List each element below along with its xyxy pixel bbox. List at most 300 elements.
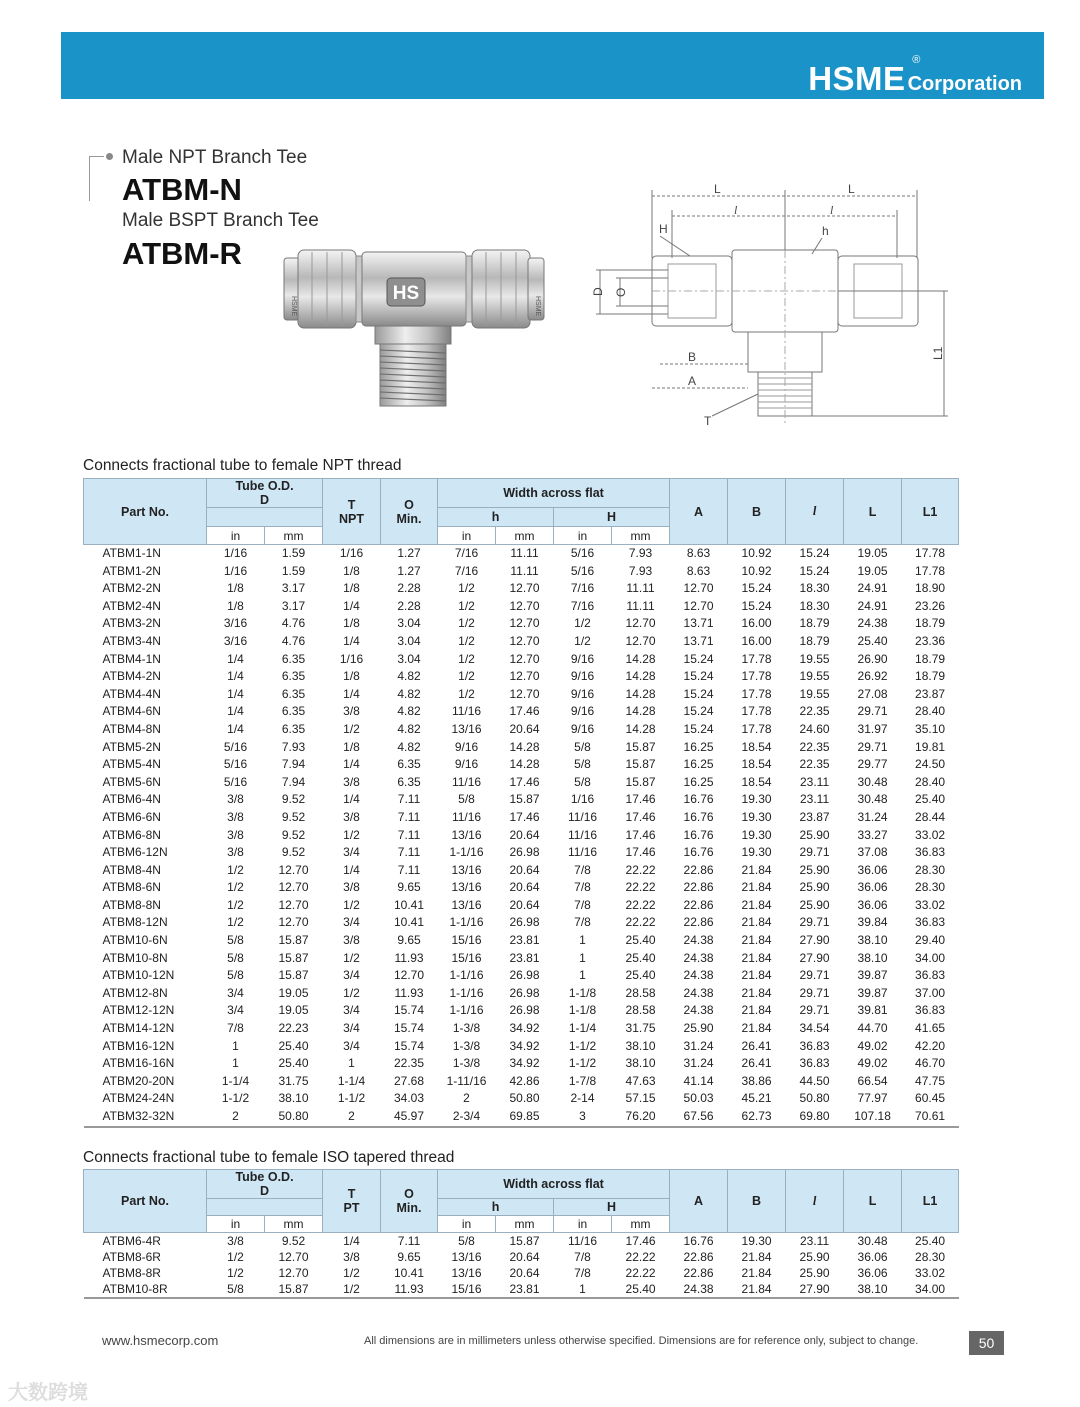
footer-url[interactable]: www.hsmecorp.com bbox=[102, 1333, 219, 1348]
table-cell: 5/8 bbox=[227, 950, 244, 965]
table-cell: 1-7/8 bbox=[568, 1073, 597, 1088]
unit-in: in bbox=[207, 1216, 265, 1233]
table-cell: 9/16 bbox=[454, 757, 479, 772]
table-cell: 17.78 bbox=[741, 721, 772, 736]
table-row bbox=[84, 950, 959, 968]
table-cell: 3/8 bbox=[343, 774, 360, 789]
table-cell: 8.63 bbox=[686, 563, 711, 578]
table-cell: 21.84 bbox=[741, 1250, 772, 1264]
table-cell: 1-1/4 bbox=[221, 1073, 250, 1088]
table-cell: 22.22 bbox=[625, 862, 656, 877]
table-cell: 1 bbox=[554, 1281, 612, 1298]
table-cell: 12.70 bbox=[625, 633, 656, 648]
product-photo bbox=[282, 238, 552, 413]
part-number-cell: ATBM16-12N bbox=[102, 1038, 175, 1053]
table-row bbox=[84, 1108, 959, 1127]
table-cell: 16.76 bbox=[683, 809, 714, 824]
table-cell: 36.06 bbox=[857, 897, 888, 912]
table-cell: 46.70 bbox=[915, 1056, 946, 1071]
part-number-cell: ATBM20-20N bbox=[102, 1073, 175, 1088]
table-cell: 26.90 bbox=[857, 651, 888, 666]
table-cell: 27.90 bbox=[786, 1281, 844, 1298]
part-number-cell: ATBM8-6N bbox=[102, 880, 161, 895]
col-l: l bbox=[786, 1170, 844, 1233]
table-cell: 17.46 bbox=[625, 792, 656, 807]
table-cell: 1/2 bbox=[574, 633, 591, 648]
table-cell: 1/4 bbox=[227, 669, 244, 684]
table-cell: 19.55 bbox=[799, 651, 830, 666]
table-cell: 25.40 bbox=[915, 1234, 946, 1248]
table-cell: 25.40 bbox=[278, 1056, 309, 1071]
table-cell: 19.05 bbox=[857, 563, 888, 578]
table-cell: 8.63 bbox=[686, 546, 711, 560]
table-cell: 1/2 bbox=[458, 581, 475, 596]
table-cell: 24.91 bbox=[857, 581, 888, 596]
iso-table-caption: Connects fractional tube to female ISO tapered thread bbox=[83, 1149, 455, 1166]
table-cell: 15.87 bbox=[509, 792, 540, 807]
table-cell: 70.61 bbox=[902, 1108, 959, 1127]
table-cell: 14.28 bbox=[625, 721, 656, 736]
table-row bbox=[84, 1038, 959, 1056]
table-cell: 3.17 bbox=[281, 598, 306, 613]
table-cell: 31.75 bbox=[625, 1021, 656, 1036]
table-cell: 15.74 bbox=[394, 1003, 425, 1018]
table-cell: 16.25 bbox=[683, 739, 714, 754]
header-banner bbox=[61, 32, 1044, 99]
table-cell: 67.56 bbox=[670, 1108, 728, 1127]
table-cell: 24.38 bbox=[857, 616, 888, 631]
table-cell: 77.97 bbox=[857, 1091, 888, 1106]
part-number-cell: ATBM3-2N bbox=[102, 616, 161, 631]
part-number-cell: ATBM8-6R bbox=[102, 1250, 161, 1264]
table-cell: 26.98 bbox=[509, 968, 540, 983]
table-cell: 41.14 bbox=[683, 1073, 714, 1088]
table-cell: 12.70 bbox=[278, 915, 309, 930]
table-cell: 26.41 bbox=[741, 1038, 772, 1053]
table-cell: 10.92 bbox=[741, 563, 772, 578]
table-cell: 38.10 bbox=[844, 1281, 902, 1298]
table-cell: 1/8 bbox=[343, 581, 360, 596]
table-cell: 1-3/8 bbox=[452, 1038, 481, 1053]
table-cell: 11/16 bbox=[567, 845, 598, 860]
table-cell: 15.24 bbox=[741, 598, 772, 613]
table-row bbox=[84, 545, 959, 563]
table-cell: 22.35 bbox=[799, 739, 830, 754]
table-cell: 15.87 bbox=[509, 1234, 540, 1248]
table-cell: 25.40 bbox=[625, 968, 656, 983]
table-cell: 25.90 bbox=[799, 1266, 830, 1280]
table-cell: 39.84 bbox=[857, 915, 888, 930]
table-cell: 1-1/4 bbox=[568, 1021, 597, 1036]
table-cell: 27.68 bbox=[394, 1073, 425, 1088]
table-cell: 2-14 bbox=[570, 1091, 595, 1106]
t-label: T bbox=[347, 1187, 356, 1201]
table-cell: 19.30 bbox=[741, 1234, 772, 1248]
table-cell: 9.52 bbox=[281, 792, 306, 807]
col-tube-od bbox=[207, 479, 323, 508]
table-cell: 44.70 bbox=[857, 1021, 888, 1036]
unit-mm: mm bbox=[612, 1216, 670, 1233]
table-cell: 6.35 bbox=[281, 721, 306, 736]
table-cell: 17.46 bbox=[625, 1234, 656, 1248]
table-cell: 3/4 bbox=[343, 915, 360, 930]
table-cell: 12.70 bbox=[509, 686, 540, 701]
table-cell: 20.64 bbox=[509, 880, 540, 895]
part-number-cell: ATBM12-8N bbox=[102, 985, 168, 1000]
table-cell: 3/8 bbox=[343, 933, 360, 948]
part-number-cell: ATBM6-4R bbox=[102, 1234, 161, 1248]
table-cell: 1/8 bbox=[343, 563, 360, 578]
table-cell: 24.38 bbox=[683, 950, 714, 965]
col-B: B bbox=[728, 1170, 786, 1233]
table-cell: 12.70 bbox=[278, 897, 309, 912]
table-cell: 5/8 bbox=[227, 968, 244, 983]
table-cell: 2 bbox=[207, 1108, 265, 1127]
table-cell: 47.63 bbox=[625, 1073, 656, 1088]
table-cell: 36.06 bbox=[857, 1266, 888, 1280]
part-number-cell: ATBM14-12N bbox=[102, 1021, 175, 1036]
table-cell: 15.24 bbox=[683, 704, 714, 719]
col-part-no: Part No. bbox=[84, 1170, 207, 1233]
table-cell: 18.79 bbox=[915, 651, 946, 666]
table-cell: 5/8 bbox=[574, 757, 591, 772]
table-cell: 1/16 bbox=[339, 546, 364, 560]
table-cell: 1/2 bbox=[343, 827, 360, 842]
table-cell: 18.54 bbox=[741, 774, 772, 789]
title-bullet-icon bbox=[106, 153, 113, 160]
table-row bbox=[84, 651, 959, 669]
table-cell: 34.00 bbox=[902, 1281, 959, 1298]
part-number-cell: ATBM8-4N bbox=[102, 862, 161, 877]
tube-od-symbol: D bbox=[259, 1184, 270, 1198]
table-cell: 1.27 bbox=[397, 546, 421, 560]
table-cell: 12.70 bbox=[509, 616, 540, 631]
table-cell: 39.87 bbox=[857, 968, 888, 983]
table-cell: 7.11 bbox=[397, 827, 421, 842]
table-cell: 17.46 bbox=[509, 774, 540, 789]
table-cell: 1-1/16 bbox=[449, 915, 484, 930]
table-cell: 1/2 bbox=[227, 862, 244, 877]
dim-L-right: L bbox=[848, 182, 855, 196]
part-number-cell: ATBM5-2N bbox=[102, 739, 161, 754]
table-row bbox=[84, 668, 959, 686]
nut-mark-right: HSME bbox=[534, 296, 541, 317]
table-cell: 2 bbox=[323, 1108, 381, 1127]
table-cell: 13/16 bbox=[451, 721, 482, 736]
table-row bbox=[84, 739, 959, 757]
table-cell: 9.65 bbox=[397, 933, 421, 948]
table-cell: 1-1/16 bbox=[449, 845, 484, 860]
table-cell: 22.35 bbox=[799, 757, 830, 772]
table-cell: 21.84 bbox=[741, 950, 772, 965]
dim-H: H bbox=[659, 222, 668, 236]
table-cell: 13.71 bbox=[683, 616, 714, 631]
table-cell: 1/8 bbox=[343, 616, 360, 631]
table-cell: 23.11 bbox=[799, 792, 830, 807]
table-cell: 1-1/2 bbox=[568, 1056, 597, 1071]
unit-mm: mm bbox=[265, 1216, 323, 1233]
table-cell: 16.00 bbox=[741, 616, 772, 631]
table-cell: 13.71 bbox=[683, 633, 714, 648]
col-t bbox=[323, 1170, 381, 1233]
table-cell: 22.35 bbox=[799, 704, 830, 719]
table-cell: 38.10 bbox=[857, 950, 888, 965]
table-cell: 1/4 bbox=[343, 862, 360, 877]
part-number-cell: ATBM8-12N bbox=[102, 915, 168, 930]
table-cell: 11.11 bbox=[626, 581, 655, 596]
table-cell: 25.40 bbox=[857, 633, 888, 648]
table-cell: 11.93 bbox=[394, 985, 424, 1000]
table-row bbox=[84, 827, 959, 845]
table-cell: 4.82 bbox=[397, 721, 421, 736]
col-o bbox=[381, 1170, 438, 1233]
table-cell: 14.28 bbox=[509, 757, 540, 772]
table-cell: 19.30 bbox=[741, 827, 772, 842]
table-cell: 22.35 bbox=[394, 1056, 425, 1071]
col-H: H bbox=[554, 508, 670, 527]
table-row bbox=[84, 791, 959, 809]
table-cell: 1 bbox=[579, 933, 586, 948]
part-number-cell: ATBM12-12N bbox=[102, 1003, 175, 1018]
table-cell: 14.28 bbox=[625, 669, 656, 684]
table-cell: 20.64 bbox=[509, 721, 540, 736]
table-cell: 23.36 bbox=[915, 633, 946, 648]
dim-l-left: l bbox=[734, 203, 738, 217]
table-cell: 28.58 bbox=[625, 985, 656, 1000]
table-cell: 15.74 bbox=[394, 1038, 425, 1053]
table-cell: 30.48 bbox=[857, 792, 888, 807]
part-number-cell: ATBM4-2N bbox=[102, 669, 161, 684]
table-cell: 1/2 bbox=[343, 985, 360, 1000]
table-cell: 21.84 bbox=[741, 1003, 772, 1018]
table-cell: 19.05 bbox=[278, 985, 309, 1000]
table-cell: 31.24 bbox=[683, 1038, 714, 1053]
table-cell: 21.84 bbox=[728, 1281, 786, 1298]
npt-model: ATBM-N bbox=[122, 172, 242, 207]
npt-table-caption: Connects fractional tube to female NPT thread bbox=[83, 457, 402, 474]
table-cell: 18.79 bbox=[799, 616, 830, 631]
table-cell: 21.84 bbox=[741, 1021, 772, 1036]
table-cell: 18.79 bbox=[915, 616, 946, 631]
unit-in: in bbox=[554, 527, 612, 545]
table-cell: 5/8 bbox=[207, 1281, 265, 1298]
table-cell: 24.50 bbox=[915, 757, 946, 772]
table-cell: 7.11 bbox=[397, 809, 421, 824]
table-cell: 14.28 bbox=[625, 686, 656, 701]
table-row bbox=[84, 1249, 959, 1265]
col-part-no: Part No. bbox=[84, 479, 207, 545]
table-row bbox=[84, 932, 959, 950]
table-cell: 29.71 bbox=[799, 968, 830, 983]
table-cell: 14.28 bbox=[625, 651, 656, 666]
table-cell: 12.70 bbox=[509, 669, 540, 684]
table-cell: 29.71 bbox=[799, 1003, 830, 1018]
table-cell: 6.35 bbox=[281, 686, 306, 701]
table-cell: 15.87 bbox=[278, 950, 309, 965]
part-number-cell: ATBM32-32N bbox=[84, 1108, 207, 1127]
table-cell: 20.64 bbox=[509, 1266, 540, 1280]
table-cell: 1/2 bbox=[227, 1250, 244, 1264]
table-cell: 5/8 bbox=[574, 774, 591, 789]
part-number-cell: ATBM16-16N bbox=[102, 1056, 175, 1071]
table-cell: 17.78 bbox=[915, 546, 946, 560]
table-cell: 29.71 bbox=[857, 739, 888, 754]
table-cell: 23.26 bbox=[915, 598, 946, 613]
table-cell: 1/4 bbox=[343, 757, 360, 772]
dim-L1: L1 bbox=[931, 346, 945, 360]
table-cell: 3/8 bbox=[343, 880, 360, 895]
table-cell: 16.00 bbox=[741, 633, 772, 648]
part-number-cell: ATBM4-4N bbox=[102, 686, 161, 701]
table-cell: 23.11 bbox=[799, 1234, 830, 1248]
table-cell: 16.76 bbox=[683, 845, 714, 860]
table-cell: 3/4 bbox=[227, 1003, 244, 1018]
table-cell: 6.35 bbox=[281, 651, 306, 666]
table-cell: 26.98 bbox=[509, 985, 540, 1000]
part-number-cell: ATBM6-12N bbox=[102, 845, 168, 860]
table-cell: 2.28 bbox=[397, 598, 421, 613]
table-cell: 62.73 bbox=[728, 1108, 786, 1127]
table-cell: 1/4 bbox=[227, 721, 244, 736]
table-cell: 1/4 bbox=[343, 633, 360, 648]
table-cell: 33.02 bbox=[915, 897, 946, 912]
table-cell: 39.87 bbox=[857, 985, 888, 1000]
table-cell: 28.58 bbox=[625, 1003, 656, 1018]
table-cell: 16.25 bbox=[683, 774, 714, 789]
table-cell: 4.82 bbox=[397, 669, 421, 684]
table-cell: 4.82 bbox=[397, 686, 421, 701]
table-cell: 1/2 bbox=[227, 1266, 244, 1280]
table-cell: 18.90 bbox=[915, 581, 946, 596]
table-cell: 1-1/16 bbox=[449, 968, 484, 983]
table-cell: 38.10 bbox=[625, 1056, 656, 1071]
table-cell: 9.65 bbox=[397, 880, 421, 895]
table-cell: 19.30 bbox=[741, 792, 772, 807]
table-cell: 19.81 bbox=[915, 739, 946, 754]
table-cell: 27.08 bbox=[857, 686, 888, 701]
table-cell: 1/8 bbox=[343, 739, 360, 754]
table-cell: 1/4 bbox=[343, 598, 360, 613]
table-cell: 15/16 bbox=[451, 950, 482, 965]
table-cell: 21.84 bbox=[741, 933, 772, 948]
col-h: h bbox=[438, 1199, 554, 1216]
table-cell: 15.87 bbox=[278, 933, 309, 948]
table-cell: 27.90 bbox=[799, 933, 830, 948]
table-cell: 17.46 bbox=[625, 809, 656, 824]
col-A: A bbox=[670, 479, 728, 545]
bspt-model: ATBM-R bbox=[122, 236, 242, 271]
table-cell: 5/8 bbox=[458, 1234, 475, 1248]
table-cell: 28.30 bbox=[915, 1250, 946, 1264]
table-cell: 1/8 bbox=[227, 581, 244, 596]
table-cell: 1/16 bbox=[223, 563, 248, 578]
table-cell: 1-3/8 bbox=[452, 1021, 481, 1036]
table-cell: 49.02 bbox=[857, 1056, 888, 1071]
table-cell: 36.83 bbox=[799, 1038, 830, 1053]
table-cell: 1-1/4 bbox=[337, 1073, 366, 1088]
table-cell: 23.11 bbox=[799, 774, 830, 789]
unit-mm: mm bbox=[496, 1216, 554, 1233]
part-number-cell: ATBM6-8N bbox=[102, 827, 161, 842]
table-cell: 1 bbox=[232, 1038, 239, 1053]
table-cell: 9/16 bbox=[570, 651, 595, 666]
table-cell: 3 bbox=[554, 1108, 612, 1127]
table-cell: 6.35 bbox=[397, 757, 421, 772]
table-cell: 22.86 bbox=[683, 915, 714, 930]
dim-B: B bbox=[688, 350, 697, 364]
table-cell: 47.75 bbox=[915, 1073, 946, 1088]
table-cell: 5/16 bbox=[223, 739, 248, 754]
technical-drawing bbox=[582, 178, 962, 433]
table-cell: 5/8 bbox=[574, 739, 591, 754]
table-cell: 23.81 bbox=[509, 933, 540, 948]
table-cell: 38.10 bbox=[278, 1091, 309, 1106]
table-cell: 13/16 bbox=[451, 827, 482, 842]
table-cell: 76.20 bbox=[612, 1108, 670, 1127]
unit-mm: mm bbox=[496, 527, 554, 545]
table-cell: 20.64 bbox=[509, 827, 540, 842]
table-cell: 35.10 bbox=[915, 721, 946, 736]
tube-od-label: Tube O.D. bbox=[235, 1170, 294, 1184]
table-cell: 1.27 bbox=[397, 563, 421, 578]
table-cell: 28.40 bbox=[915, 704, 946, 719]
table-cell: 2.28 bbox=[397, 581, 421, 596]
table-cell: 1/4 bbox=[227, 704, 244, 719]
table-cell: 25.40 bbox=[625, 933, 656, 948]
table-cell: 5/8 bbox=[227, 933, 244, 948]
table-cell: 25.90 bbox=[799, 862, 830, 877]
table-row bbox=[84, 1055, 959, 1073]
table-cell: 12.70 bbox=[394, 968, 425, 983]
part-number-cell: ATBM10-8R bbox=[84, 1281, 207, 1298]
registered-mark: ® bbox=[912, 54, 921, 66]
table-cell: 15.24 bbox=[683, 721, 714, 736]
part-number-cell: ATBM6-6N bbox=[102, 809, 161, 824]
table-cell: 11.11 bbox=[626, 598, 655, 613]
table-cell: 13/16 bbox=[451, 862, 482, 877]
table-cell: 3/8 bbox=[227, 809, 244, 824]
table-cell: 1.59 bbox=[281, 546, 306, 560]
table-row bbox=[84, 1073, 959, 1091]
part-number-cell: ATBM6-4N bbox=[102, 792, 161, 807]
table-cell: 3/4 bbox=[343, 1021, 360, 1036]
table-cell: 1 bbox=[348, 1056, 355, 1071]
dim-L-left: L bbox=[714, 182, 721, 196]
table-cell: 12.70 bbox=[509, 651, 540, 666]
table-cell: 12.70 bbox=[278, 880, 309, 895]
table-cell: 7.11 bbox=[397, 845, 421, 860]
table-cell: 11/16 bbox=[567, 809, 598, 824]
table-cell: 1-3/8 bbox=[452, 1056, 481, 1071]
o-label: O bbox=[404, 1187, 414, 1201]
table-cell: 1-1/2 bbox=[337, 1091, 366, 1106]
table-row bbox=[84, 985, 959, 1003]
table-cell: 37.08 bbox=[857, 845, 888, 860]
table-cell: 11/16 bbox=[451, 704, 482, 719]
table-cell: 24.38 bbox=[683, 968, 714, 983]
table-cell: 18.79 bbox=[915, 669, 946, 684]
table-cell: 3/8 bbox=[227, 792, 244, 807]
table-cell: 25.40 bbox=[915, 792, 946, 807]
table-cell: 12.70 bbox=[278, 1250, 309, 1264]
table-cell: 15.24 bbox=[683, 651, 714, 666]
table-cell: 12.70 bbox=[509, 581, 540, 596]
table-cell: 45.97 bbox=[381, 1108, 438, 1127]
table-cell: 1/2 bbox=[458, 616, 475, 631]
unit-in: in bbox=[438, 1216, 496, 1233]
table-cell: 10.41 bbox=[394, 915, 425, 930]
table-cell: 36.83 bbox=[915, 915, 946, 930]
